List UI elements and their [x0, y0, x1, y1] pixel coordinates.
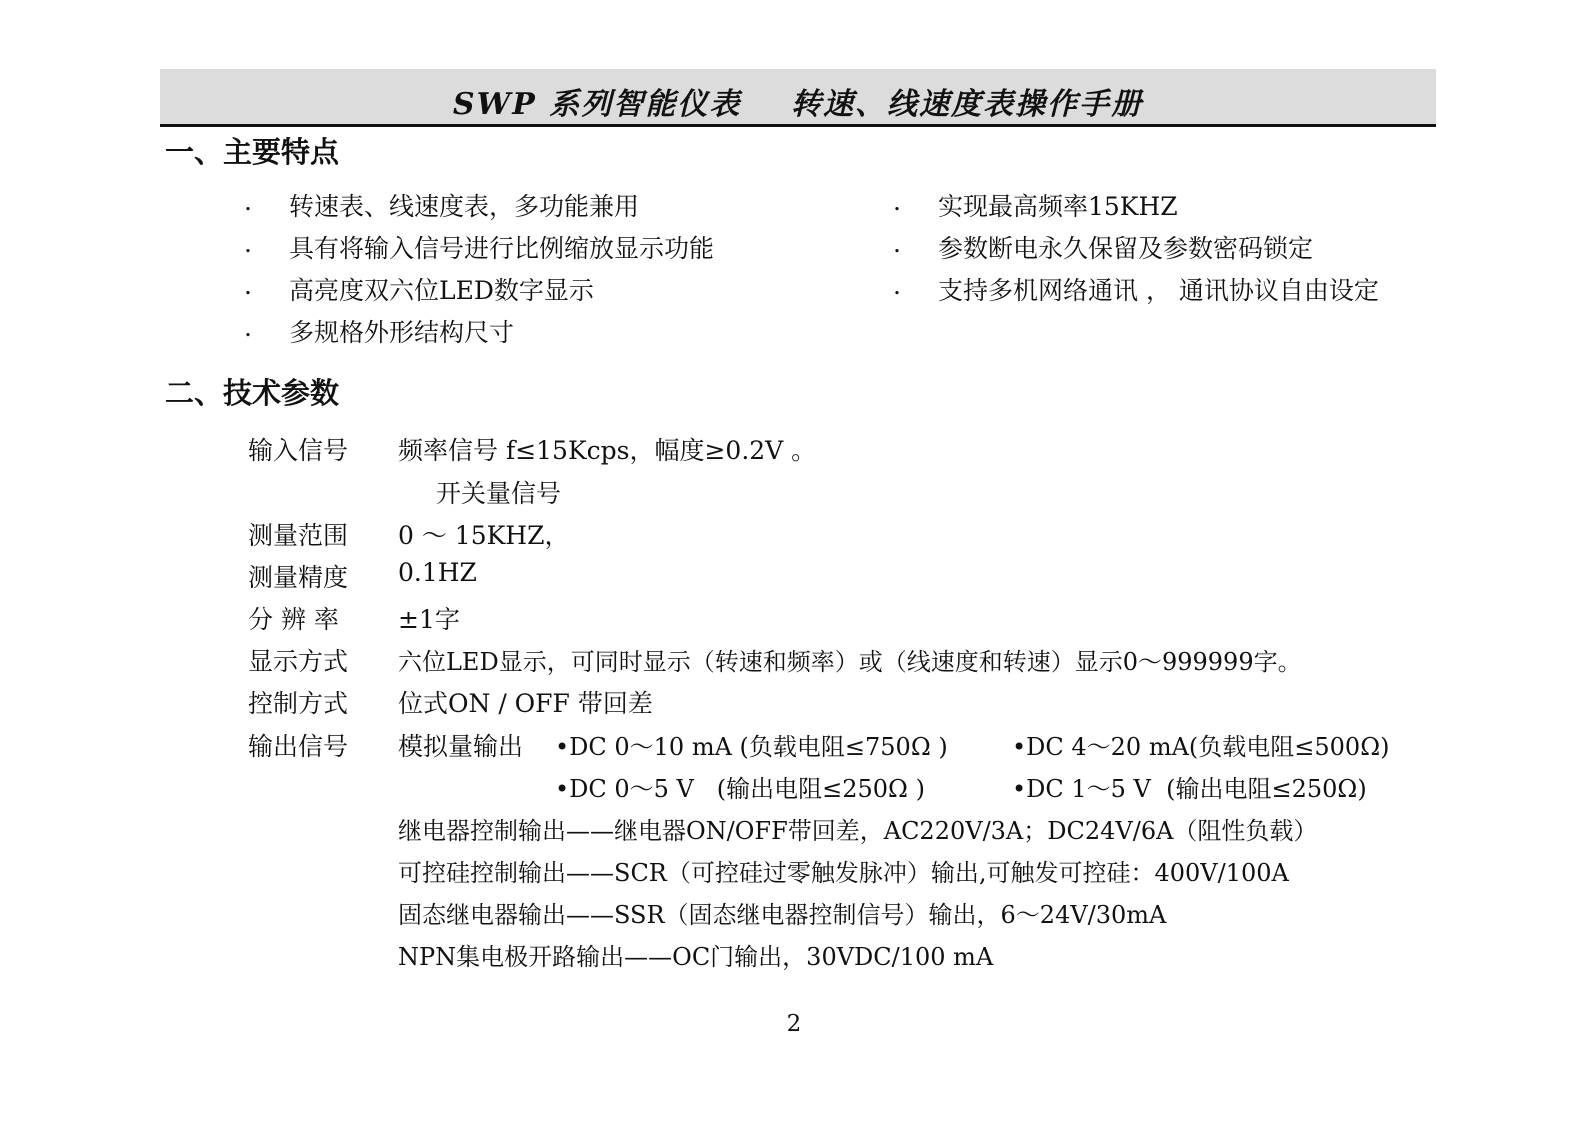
feature-text: 支持多机网络通讯 ， 通讯协议自由设定 — [938, 276, 1379, 305]
feature-text: 具有将输入信号进行比例缩放显示功能 — [289, 234, 715, 263]
bullet: . — [244, 271, 252, 300]
spec-value-input-switch: 开关量信号 — [436, 479, 562, 508]
section-heading-specs: 二、技术参数 — [165, 376, 340, 410]
spec-value-precision: 0.1HZ — [398, 558, 477, 587]
spec-analog-label: 模拟量输出 — [398, 732, 524, 761]
feature-text: 多规格外形结构尺寸 — [289, 318, 515, 347]
section-heading-features: 一、主要特点 — [165, 135, 340, 169]
feature-text: 实现最高频率15KHZ — [938, 192, 1178, 221]
bullet: . — [893, 187, 901, 216]
spec-analog-option: •DC 1～5 V (输出电阻≤250Ω) — [1012, 775, 1367, 803]
spec-label-control: 控制方式 — [248, 689, 349, 718]
spec-output-ssr: 固态继电器输出——SSR（固态继电器控制信号）输出，6～24V/30mA — [398, 901, 1167, 929]
bullet: . — [244, 229, 252, 258]
page-header — [160, 69, 1436, 127]
feature-text: 转速表、线速度表，多功能兼用 — [289, 192, 640, 221]
spec-output-scr: 可控硅控制输出——SCR（可控硅过零触发脉冲）输出,可触发可控硅：400V/100A — [398, 859, 1289, 887]
bullet: . — [244, 313, 252, 342]
spec-analog-option: •DC 0～10 mA (负载电阻≤750Ω ) — [555, 733, 948, 761]
spec-value-range: 0 ～ 15KHZ， — [398, 521, 570, 550]
spec-label-resolution: 分 辨 率 — [248, 605, 339, 634]
spec-label-display: 显示方式 — [248, 647, 349, 676]
spec-value-control: 位式ON / OFF 带回差 — [398, 689, 653, 718]
feature-text: 高亮度双六位LED数字显示 — [289, 276, 594, 305]
spec-value-input: 频率信号 f≤15Kcps，幅度≥0.2V 。 — [398, 436, 817, 465]
spec-output-relay: 继电器控制输出——继电器ON/OFF带回差，AC220V/3A；DC24V/6A（阻性负载） — [398, 817, 1318, 845]
bullet: . — [893, 271, 901, 300]
spec-value-display: 六位LED显示，可同时显示（转速和频率）或（线速度和转速）显示0～999999字。 — [398, 648, 1302, 676]
spec-value-resolution: ±1字 — [398, 605, 460, 634]
spec-label-input: 输入信号 — [248, 436, 349, 465]
manual-title: SWP 系列智能仪表 转速、线速度表操作手册 — [452, 87, 1144, 122]
spec-output-npn: NPN集电极开路输出——OC门输出，30VDC/100 mA — [398, 943, 994, 971]
feature-text: 参数断电永久保留及参数密码锁定 — [938, 234, 1314, 263]
spec-analog-option: •DC 0～5 V (输出电阻≤250Ω ) — [555, 775, 925, 803]
page-number: 2 — [786, 1011, 802, 1037]
spec-label-output: 输出信号 — [248, 732, 349, 761]
spec-label-precision: 测量精度 — [248, 563, 349, 592]
bullet: . — [244, 187, 252, 216]
spec-label-range: 测量范围 — [248, 521, 349, 550]
spec-analog-option: •DC 4～20 mA(负载电阻≤500Ω) — [1012, 733, 1390, 761]
bullet: . — [893, 229, 901, 258]
